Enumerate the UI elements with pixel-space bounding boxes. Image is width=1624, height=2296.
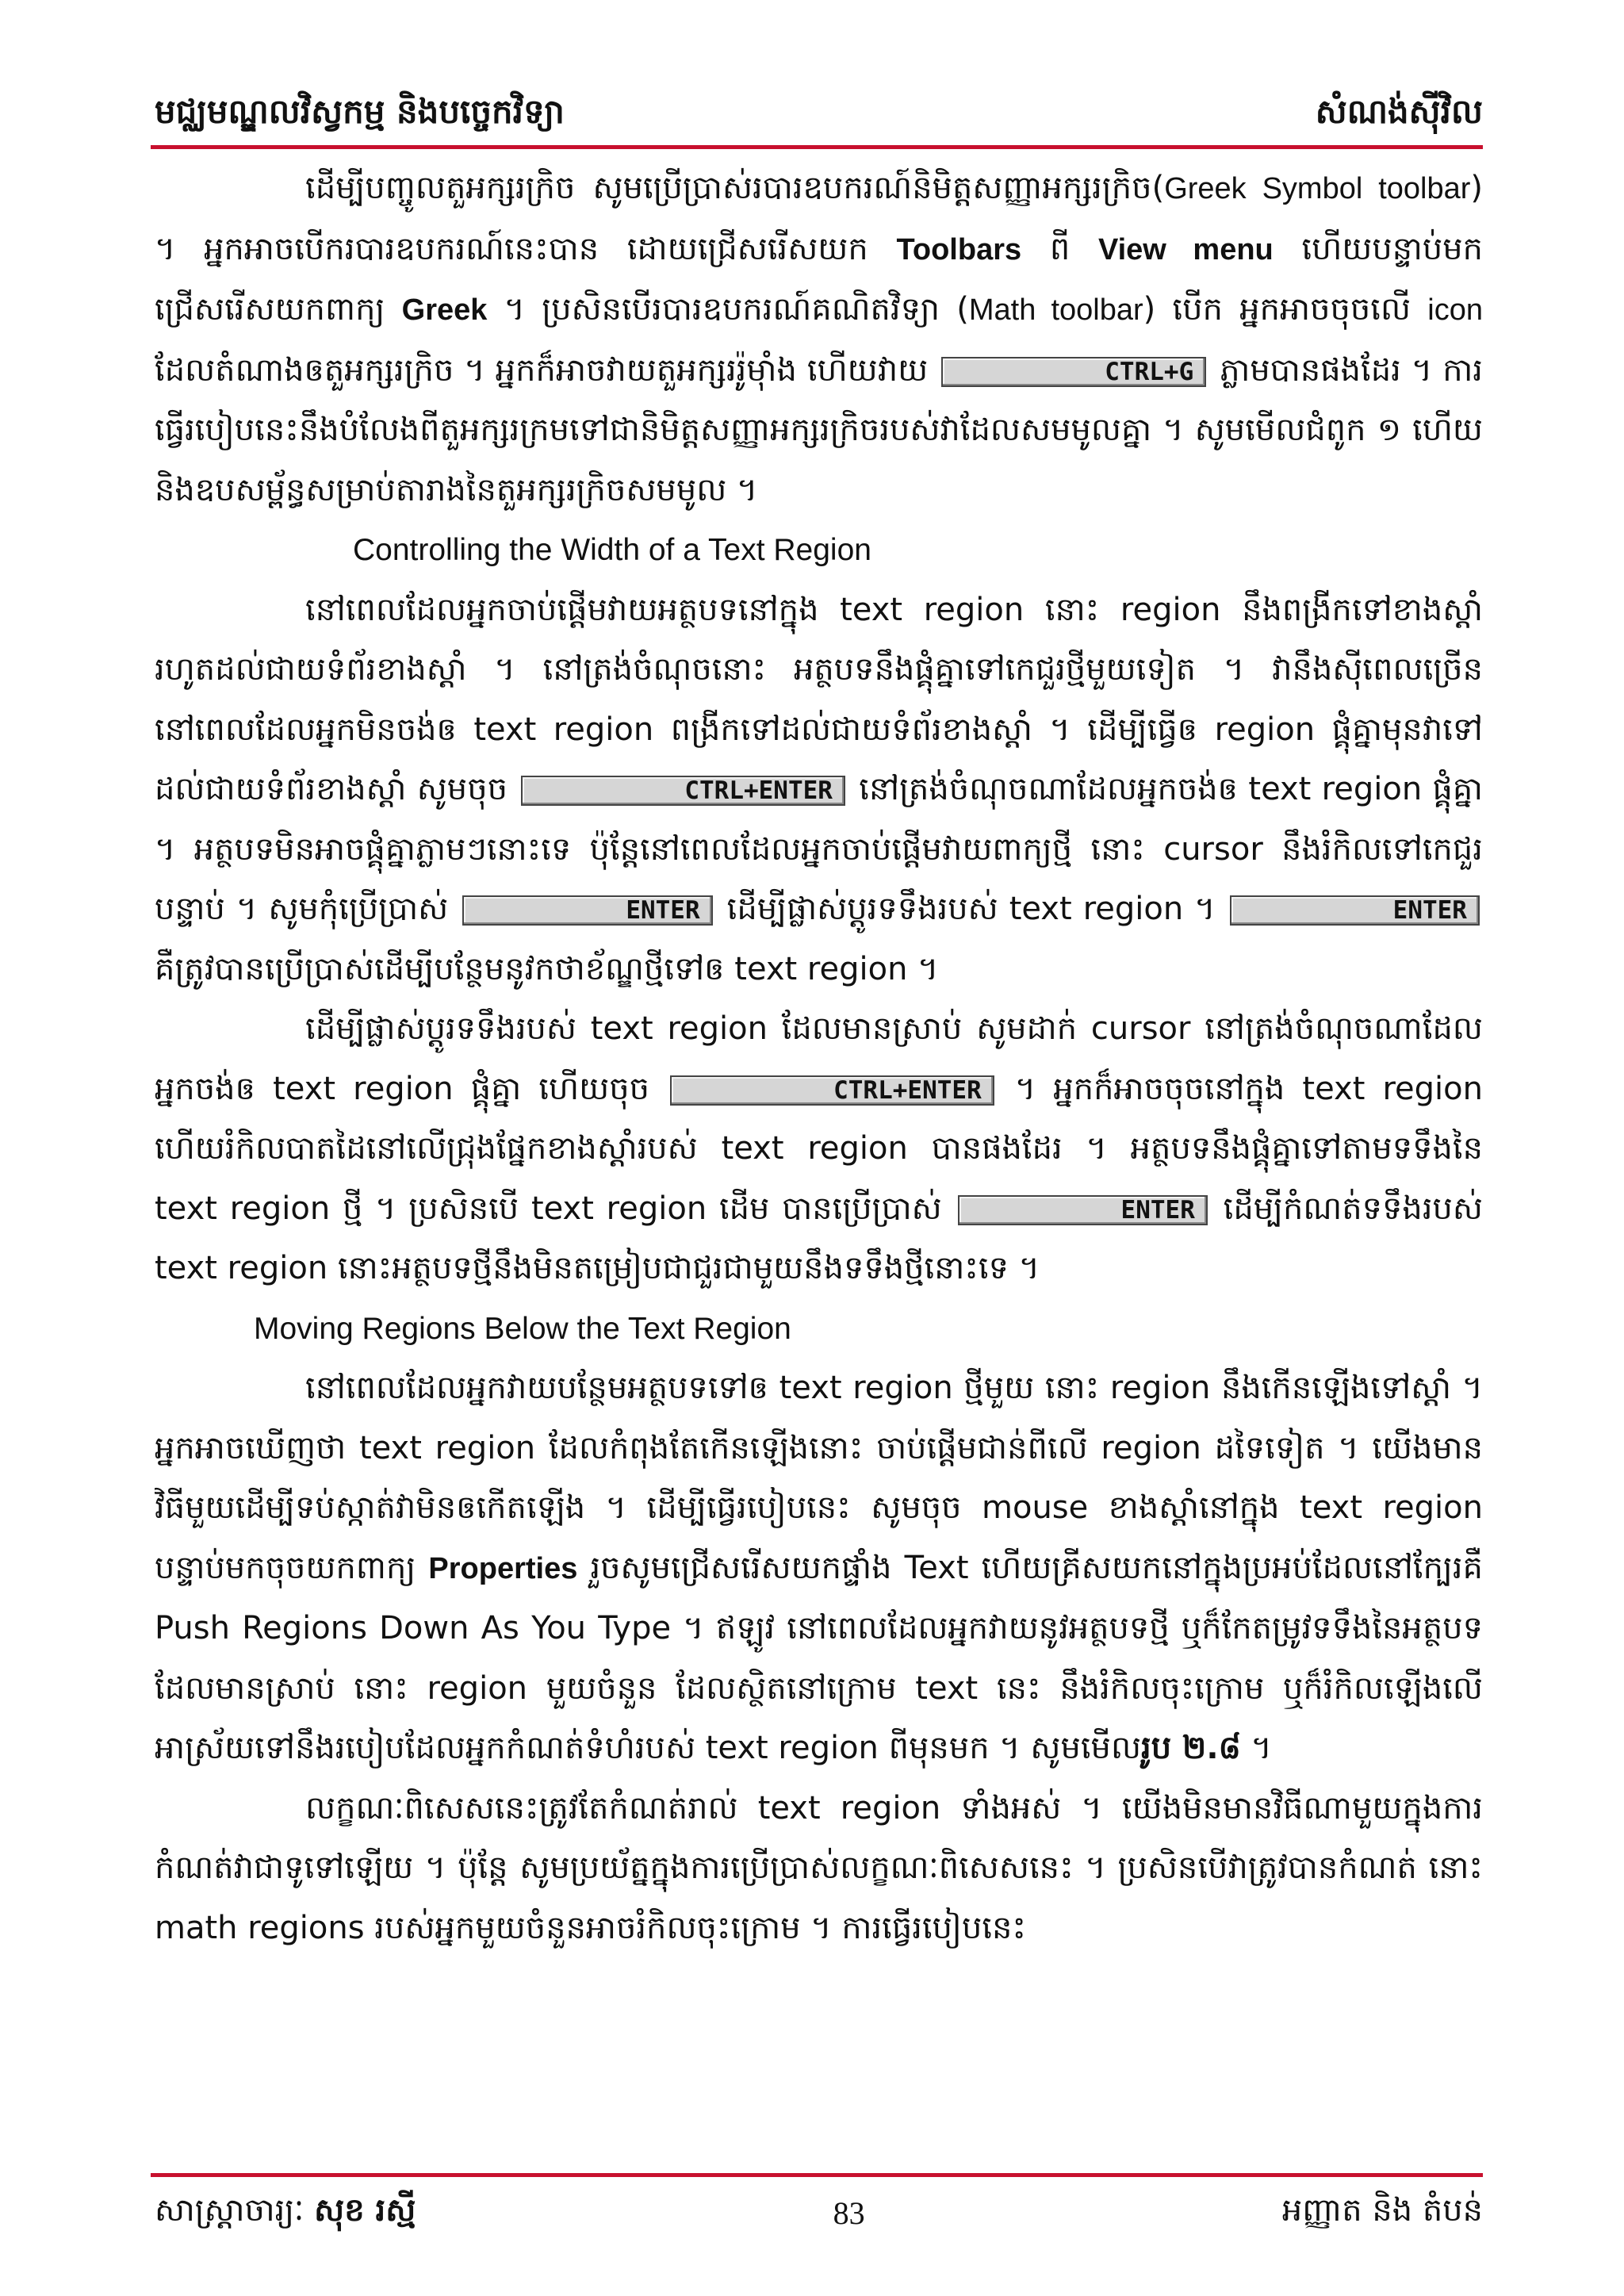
footer-topic: អញ្ញាត និង តំបន់ bbox=[1281, 2191, 1483, 2229]
paragraph-text-region-width: នៅពេលដែលអ្នកចាប់ផ្តើមវាយអត្ថបទនៅក្នុង text region នោះ region នឹងពង្រីកទៅខាងស្តាំរហូតដល់ជាយទំព័រខាងស្តាំ ។ នៅត្រង់ចំណុចនោះ អត្ថបទនឹងផ្គុំគ្នាទៅកេជួរថ្មីមួយទៀត ។ វានឹងស៊ីពេលច្រើន នៅពេលដែលអ្នកមិនចង់ឲ text region ពង្រីកទៅដល់ជាយទំព័រខាងស្តាំ ។ ដើម្បីធ្វើឲ region ផ្គុំគ្នាមុនវាទៅដល់ជាយទំព័រខាងស្តាំ សូមចុច CTRL+ENTER នៅត្រង់ចំណុចណាដែលអ្នកចង់ឲ text region ផ្គុំគ្នា ។ អត្ថបទមិនអាចផ្គុំគ្នាភ្លាមៗនោះទេ ប៉ុន្តែនៅពេលដែលអ្នកចាប់ផ្តើមវាយពាក្យថ្មី នោះ cursor នឹងរំកិលទៅកេជួរបន្ទាប់ ។ សូមកុំប្រើប្រាស់ ENTER ដើម្បីផ្លាស់ប្តូរទទឹងរបស់ text region ។ ENTER គឺត្រូវបានប្រើប្រាស់ដើម្បីបន្ថែមនូវកថាខ័ណ្ឌថ្មីទៅឲ text region ។ bbox=[155, 591, 1483, 987]
key-enter: ENTER bbox=[1230, 895, 1480, 926]
paragraph-greek-symbols: ដើម្បីបញ្ចូលតួអក្សរក្រិច សូមប្រើប្រាស់របារឧបករណ៍និមិត្តសញ្ញាអក្សរក្រិច(Greek Symbol toolbar) ។ អ្នកអាចបើករបារឧបករណ៍នេះបាន ដោយជ្រើសរើសយក Toolbars ពី View menu ហើយបន្ទាប់មកជ្រើសរើសយកពាក្យ Greek ។ ប្រសិនបើរបារឧបករណ៍គណិតវិទ្យា (Math toolbar) បើក អ្នកអាចចុចលើ icon ដែលតំណាងឲតួអក្សរក្រិច ។ អ្នកក៏អាចវាយតួអក្សររ៉ូម៉ាំង ហើយវាយ CTRL+G ភ្លាមបានផងដែរ ។ ការធ្វើរបៀបនេះនឹងបំលែងពីតួអក្សរក្រមទៅជានិមិត្តសញ្ញាអក្សរក្រិចរបស់វាដែលសមមូលគ្នា ។ សូមមើលជំពូក ១ ហើយនិងឧបសម្ព័ន្ធសម្រាប់តារាងនៃតួអក្សរក្រិចសមមូល ។ bbox=[155, 170, 1483, 508]
header-divider bbox=[151, 145, 1483, 149]
key-enter: ENTER bbox=[462, 895, 712, 926]
key-enter: ENTER bbox=[958, 1195, 1208, 1225]
header-institution: មជ្ឈមណ្ឌលវិស្វកម្ម និងបច្ចេកវិទ្យា bbox=[155, 92, 565, 131]
footer-author: សាស្ត្រាចារ្យៈ សុខ រស្មី bbox=[155, 2191, 416, 2229]
header-subject: សំណង់ស៊ីវិល bbox=[1315, 92, 1483, 131]
key-ctrl-enter: CTRL+ENTER bbox=[670, 1075, 994, 1106]
section-heading-moving-regions: Moving Regions Below the Text Region bbox=[254, 1311, 791, 1346]
key-ctrl-g: CTRL+G bbox=[941, 357, 1206, 387]
page-content bbox=[155, 159, 1483, 2149]
footer-divider bbox=[151, 2173, 1483, 2177]
page-footer bbox=[155, 2181, 1483, 2244]
paragraph-push-regions: នៅពេលដែលអ្នកវាយបន្ថែមអត្ថបទទៅឲ text region ថ្មីមួយ នោះ region នឹងកើនឡើងទៅស្តាំ ។ អ្នកអាចឃើញថា text region ដែលកំពុងតែកើនឡើងនោះ ចាប់ផ្តើមជាន់ពីលើ region ដទៃទៀត ។ យើងមានវិធីមួយដើម្បីទប់ស្កាត់វាមិនឲកើតឡើង ។ ដើម្បីធ្វើរបៀបនេះ សូមចុច mouse ខាងស្តាំនៅក្នុង text region បន្ទាប់មកចុចយកពាក្យ Properties រួចសូមជ្រើសរើសយកផ្ទាំង Text ហើយគ្រីសយកនៅក្នុងប្រអប់ដែលនៅក្បែរគឺ Push Regions Down As You Type ។ ឥឡូវ នៅពេលដែលអ្នកវាយនូវអត្ថបទថ្មី ឬក៏កែតម្រូវទទឹងនៃអត្ថបទដែលមានស្រាប់ នោះ region មួយចំនួន ដែលស្ថិតនៅក្រោម text នេះ នឹងរំកិលចុះក្រោម ឬក៏រំកិលឡើងលើ អាស្រ័យទៅនឹងរបៀបដែលអ្នកកំណត់ទំហំរបស់ text region ពីមុនមក ។ សូមមើលរូប ២.៨ ។ bbox=[155, 1370, 1483, 1766]
paragraph-feature-caution: លក្ខណៈពិសេសនេះត្រូវតែកំណត់រាល់ text region ទាំងអស់ ។ យើងមិនមានវិធីណាមួយក្នុងការកំណត់វាជាទូទៅឡើយ ។ ប៉ុន្តែ សូមប្រយ័ត្នក្នុងការប្រើប្រាស់លក្ខណៈពិសេសនេះ ។ ប្រសិនបើវាត្រូវបានកំណត់ នោះ math regions របស់អ្នកមួយចំនួនអាចរំកិលចុះក្រោម ។ ការធ្វើរបៀបនេះ bbox=[155, 1789, 1483, 1946]
page-number: 83 bbox=[833, 2194, 865, 2231]
page-header bbox=[155, 76, 1483, 140]
section-heading-text-width: Controlling the Width of a Text Region bbox=[353, 533, 871, 567]
paragraph-change-width: ដើម្បីផ្លាស់ប្តូរទទឹងរបស់ text region ដែលមានស្រាប់ សូមដាក់ cursor នៅត្រង់ចំណុចណាដែលអ្នកចង់ឲ text region ផ្គុំគ្នា ហើយចុច CTRL+ENTER ។ អ្នកក៏អាចចុចនៅក្នុង text region ហើយរំកិលបាតដៃនៅលើជ្រុងផ្នែកខាងស្តាំរបស់ text region បានផងដែរ ។ អត្ថបទនឹងផ្គុំគ្នាទៅតាមទទឹងនៃ text region ថ្មី ។ ប្រសិនបើ text region ដើម បានប្រើប្រាស់ ENTER ដើម្បីកំណត់ទទឹងរបស់ text region នោះអត្ថបទថ្មីនឹងមិនតម្រៀបជាជួរជាមួយនឹងទទឹងថ្មីនោះទេ ។ bbox=[155, 1010, 1483, 1286]
key-ctrl-enter: CTRL+ENTER bbox=[521, 776, 845, 806]
